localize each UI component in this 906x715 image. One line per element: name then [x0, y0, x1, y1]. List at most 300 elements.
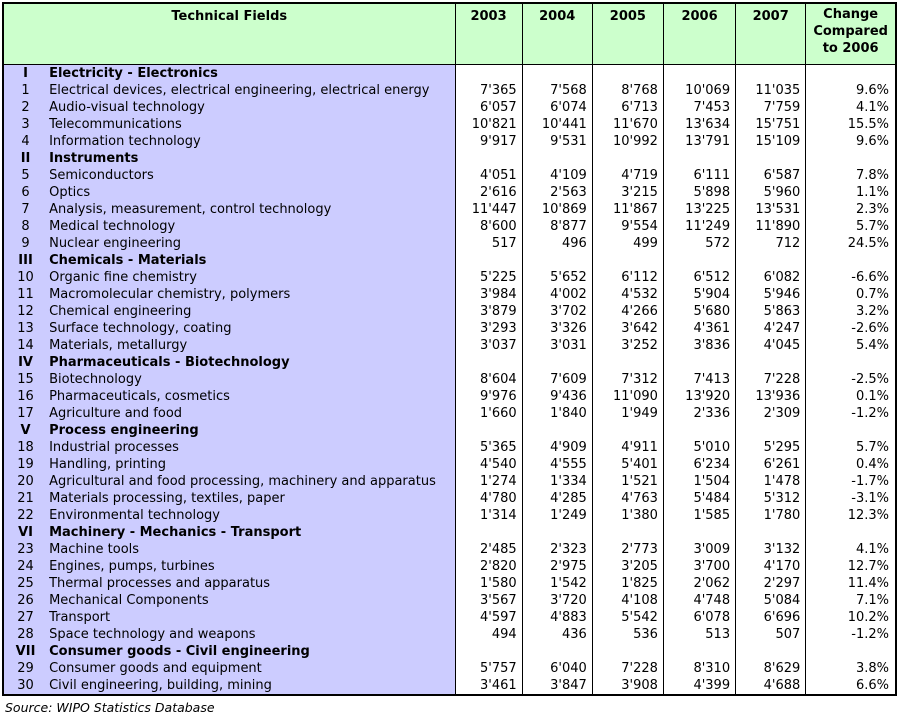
value-2006 — [663, 643, 735, 660]
row-number: 27 — [3, 609, 47, 626]
value-2004: 7'609 — [522, 371, 592, 388]
value-2006 — [663, 150, 735, 167]
source-note: Source: WIPO Statistics Database — [5, 700, 215, 715]
value-2007: 8'629 — [736, 660, 806, 677]
value-2007 — [736, 524, 806, 541]
field-label: Macromolecular chemistry, polymers — [47, 286, 455, 303]
value-2006: 5'904 — [663, 286, 735, 303]
value-2003: 7'365 — [455, 82, 522, 99]
value-2006: 5'484 — [663, 490, 735, 507]
value-2003: 5'365 — [455, 439, 522, 456]
value-2007: 5'295 — [736, 439, 806, 456]
table-row — [3, 541, 896, 558]
category-label: Chemicals - Materials — [47, 252, 455, 269]
value-2005: 11'090 — [592, 388, 663, 405]
value-2007: 7'228 — [736, 371, 806, 388]
value-2005 — [592, 524, 663, 541]
row-number: 12 — [3, 303, 47, 320]
value-2007: 1'478 — [736, 473, 806, 490]
value-2003 — [455, 65, 522, 83]
value-2007 — [736, 150, 806, 167]
table-row — [3, 677, 896, 695]
table-row — [3, 133, 896, 150]
category-numeral: II — [3, 150, 47, 167]
value-2006 — [663, 252, 735, 269]
field-label: Engines, pumps, turbines — [47, 558, 455, 575]
table-row — [3, 286, 896, 303]
value-2005: 7'228 — [592, 660, 663, 677]
table-row — [3, 439, 896, 456]
change-value: 15.5% — [806, 116, 896, 133]
value-2003: 3'984 — [455, 286, 522, 303]
value-2007 — [736, 422, 806, 439]
value-2004 — [522, 252, 592, 269]
value-2004 — [522, 354, 592, 371]
table-row — [3, 609, 896, 626]
change-value: 7.1% — [806, 592, 896, 609]
change-value: -2.5% — [806, 371, 896, 388]
change-value: 5.4% — [806, 337, 896, 354]
table-row — [3, 116, 896, 133]
value-2005: 6'713 — [592, 99, 663, 116]
value-2003: 4'051 — [455, 167, 522, 184]
row-number: 20 — [3, 473, 47, 490]
table-row — [3, 456, 896, 473]
value-2004: 1'249 — [522, 507, 592, 524]
row-number: 8 — [3, 218, 47, 235]
category-row — [3, 524, 896, 541]
table-row — [3, 371, 896, 388]
value-2005: 4'532 — [592, 286, 663, 303]
value-2003: 494 — [455, 626, 522, 643]
change-value: -6.6% — [806, 269, 896, 286]
value-2007 — [736, 252, 806, 269]
category-numeral: III — [3, 252, 47, 269]
change-value: 0.1% — [806, 388, 896, 405]
row-number: 24 — [3, 558, 47, 575]
value-2004: 4'909 — [522, 439, 592, 456]
field-label: Mechanical Components — [47, 592, 455, 609]
value-2007: 5'312 — [736, 490, 806, 507]
value-2004 — [522, 524, 592, 541]
value-2003: 1'660 — [455, 405, 522, 422]
value-2003: 9'976 — [455, 388, 522, 405]
value-2006: 13'225 — [663, 201, 735, 218]
row-number: 29 — [3, 660, 47, 677]
col-header-2007: 2007 — [736, 3, 806, 65]
table-row — [3, 218, 896, 235]
row-number: 5 — [3, 167, 47, 184]
value-2007: 1'780 — [736, 507, 806, 524]
value-2006: 8'310 — [663, 660, 735, 677]
field-label: Nuclear engineering — [47, 235, 455, 252]
value-2004: 5'652 — [522, 269, 592, 286]
value-2007 — [736, 65, 806, 83]
value-2007: 5'084 — [736, 592, 806, 609]
table-row — [3, 490, 896, 507]
value-2007: 507 — [736, 626, 806, 643]
table-row — [3, 592, 896, 609]
value-2004 — [522, 422, 592, 439]
value-2005: 8'768 — [592, 82, 663, 99]
value-2005: 4'763 — [592, 490, 663, 507]
value-2003: 11'447 — [455, 201, 522, 218]
value-2006: 2'062 — [663, 575, 735, 592]
value-2007: 5'863 — [736, 303, 806, 320]
value-2003: 5'757 — [455, 660, 522, 677]
value-2003: 1'274 — [455, 473, 522, 490]
row-number: 3 — [3, 116, 47, 133]
field-label: Chemical engineering — [47, 303, 455, 320]
col-header-technical-fields: Technical Fields — [3, 3, 455, 65]
value-2004 — [522, 150, 592, 167]
change-value: 0.7% — [806, 286, 896, 303]
value-2005: 11'670 — [592, 116, 663, 133]
value-2005: 3'908 — [592, 677, 663, 695]
value-2003 — [455, 524, 522, 541]
value-2005: 1'380 — [592, 507, 663, 524]
field-label: Handling, printing — [47, 456, 455, 473]
change-value — [806, 524, 896, 541]
value-2005 — [592, 65, 663, 83]
value-2004: 4'002 — [522, 286, 592, 303]
value-2006 — [663, 524, 735, 541]
value-2004: 4'109 — [522, 167, 592, 184]
value-2005: 3'215 — [592, 184, 663, 201]
value-2004: 9'436 — [522, 388, 592, 405]
value-2003 — [455, 252, 522, 269]
field-label: Agriculture and food — [47, 405, 455, 422]
value-2003 — [455, 422, 522, 439]
value-2005 — [592, 252, 663, 269]
value-2004: 2'323 — [522, 541, 592, 558]
field-label: Materials, metallurgy — [47, 337, 455, 354]
field-label: Semiconductors — [47, 167, 455, 184]
category-numeral: V — [3, 422, 47, 439]
table-row — [3, 269, 896, 286]
row-number: 4 — [3, 133, 47, 150]
table-row — [3, 660, 896, 677]
value-2005: 4'911 — [592, 439, 663, 456]
row-number: 13 — [3, 320, 47, 337]
value-2005: 7'312 — [592, 371, 663, 388]
value-2004: 436 — [522, 626, 592, 643]
value-2007: 4'688 — [736, 677, 806, 695]
field-label: Optics — [47, 184, 455, 201]
change-value: 4.1% — [806, 541, 896, 558]
table-body — [3, 65, 896, 696]
value-2006: 7'453 — [663, 99, 735, 116]
change-value: -2.6% — [806, 320, 896, 337]
value-2003: 3'879 — [455, 303, 522, 320]
value-2005 — [592, 643, 663, 660]
field-label: Machine tools — [47, 541, 455, 558]
value-2005 — [592, 422, 663, 439]
value-2003: 8'600 — [455, 218, 522, 235]
col-header-2006: 2006 — [663, 3, 735, 65]
col-header-2003: 2003 — [455, 3, 522, 65]
change-value — [806, 252, 896, 269]
value-2007: 13'936 — [736, 388, 806, 405]
value-2007: 4'045 — [736, 337, 806, 354]
change-value: 12.7% — [806, 558, 896, 575]
value-2005: 5'401 — [592, 456, 663, 473]
category-label: Pharmaceuticals - Biotechnology — [47, 354, 455, 371]
value-2003: 3'567 — [455, 592, 522, 609]
table-row — [3, 337, 896, 354]
value-2005: 1'949 — [592, 405, 663, 422]
value-2007: 11'035 — [736, 82, 806, 99]
header-row — [3, 3, 896, 65]
value-2004: 3'702 — [522, 303, 592, 320]
field-label: Consumer goods and equipment — [47, 660, 455, 677]
value-2005: 3'252 — [592, 337, 663, 354]
field-label: Electrical devices, electrical engineering, electrical energy — [47, 82, 455, 99]
row-number: 25 — [3, 575, 47, 592]
value-2003: 1'580 — [455, 575, 522, 592]
value-2005: 1'825 — [592, 575, 663, 592]
value-2005: 11'867 — [592, 201, 663, 218]
value-2006: 5'898 — [663, 184, 735, 201]
table-row — [3, 558, 896, 575]
value-2003: 5'225 — [455, 269, 522, 286]
field-label: Materials processing, textiles, paper — [47, 490, 455, 507]
value-2006: 10'069 — [663, 82, 735, 99]
value-2007: 712 — [736, 235, 806, 252]
row-number: 23 — [3, 541, 47, 558]
value-2005: 4'108 — [592, 592, 663, 609]
value-2003: 10'821 — [455, 116, 522, 133]
field-label: Information technology — [47, 133, 455, 150]
value-2004: 10'441 — [522, 116, 592, 133]
table-row — [3, 99, 896, 116]
value-2006 — [663, 354, 735, 371]
change-value: 12.3% — [806, 507, 896, 524]
field-label: Pharmaceuticals, cosmetics — [47, 388, 455, 405]
change-value: 9.6% — [806, 82, 896, 99]
field-label: Agricultural and food processing, machinery and apparatus — [47, 473, 455, 490]
change-value: 5.7% — [806, 218, 896, 235]
value-2007: 7'759 — [736, 99, 806, 116]
value-2006 — [663, 422, 735, 439]
value-2007: 6'587 — [736, 167, 806, 184]
field-label: Medical technology — [47, 218, 455, 235]
table-row — [3, 184, 896, 201]
table-row — [3, 507, 896, 524]
row-number: 2 — [3, 99, 47, 116]
value-2006: 4'748 — [663, 592, 735, 609]
table-row — [3, 626, 896, 643]
field-label: Thermal processes and apparatus — [47, 575, 455, 592]
value-2006: 6'078 — [663, 609, 735, 626]
value-2006: 11'249 — [663, 218, 735, 235]
technical-fields-table — [2, 2, 897, 696]
table-row — [3, 575, 896, 592]
field-label: Civil engineering, building, mining — [47, 677, 455, 695]
value-2004: 2'563 — [522, 184, 592, 201]
value-2005: 3'642 — [592, 320, 663, 337]
row-number: 19 — [3, 456, 47, 473]
change-value: -1.7% — [806, 473, 896, 490]
value-2006: 6'512 — [663, 269, 735, 286]
value-2003: 2'616 — [455, 184, 522, 201]
table-row — [3, 473, 896, 490]
change-value — [806, 354, 896, 371]
value-2004: 3'326 — [522, 320, 592, 337]
category-row — [3, 65, 896, 83]
table-row — [3, 303, 896, 320]
value-2003: 4'780 — [455, 490, 522, 507]
value-2005 — [592, 150, 663, 167]
value-2004: 6'040 — [522, 660, 592, 677]
table-row — [3, 201, 896, 218]
value-2004: 496 — [522, 235, 592, 252]
row-number: 7 — [3, 201, 47, 218]
row-number: 15 — [3, 371, 47, 388]
value-2006: 5'680 — [663, 303, 735, 320]
value-2004: 3'720 — [522, 592, 592, 609]
value-2006: 572 — [663, 235, 735, 252]
row-number: 11 — [3, 286, 47, 303]
col-header-2005: 2005 — [592, 3, 663, 65]
value-2005: 499 — [592, 235, 663, 252]
value-2003: 1'314 — [455, 507, 522, 524]
value-2003 — [455, 354, 522, 371]
change-value — [806, 150, 896, 167]
value-2005: 9'554 — [592, 218, 663, 235]
value-2007: 15'109 — [736, 133, 806, 150]
field-label: Analysis, measurement, control technology — [47, 201, 455, 218]
value-2004: 6'074 — [522, 99, 592, 116]
change-value: 11.4% — [806, 575, 896, 592]
change-value: 1.1% — [806, 184, 896, 201]
category-label: Instruments — [47, 150, 455, 167]
value-2004: 1'334 — [522, 473, 592, 490]
value-2006: 1'504 — [663, 473, 735, 490]
value-2003: 8'604 — [455, 371, 522, 388]
field-label: Transport — [47, 609, 455, 626]
category-numeral: IV — [3, 354, 47, 371]
value-2007 — [736, 354, 806, 371]
value-2007: 4'247 — [736, 320, 806, 337]
value-2004: 2'975 — [522, 558, 592, 575]
value-2003: 3'037 — [455, 337, 522, 354]
value-2004: 1'542 — [522, 575, 592, 592]
value-2003: 2'820 — [455, 558, 522, 575]
value-2007: 2'309 — [736, 405, 806, 422]
value-2006: 3'700 — [663, 558, 735, 575]
value-2004: 3'847 — [522, 677, 592, 695]
category-numeral: VII — [3, 643, 47, 660]
change-value — [806, 643, 896, 660]
change-value: 3.2% — [806, 303, 896, 320]
value-2007 — [736, 643, 806, 660]
col-header-2004: 2004 — [522, 3, 592, 65]
value-2004: 4'285 — [522, 490, 592, 507]
value-2006: 4'361 — [663, 320, 735, 337]
value-2006: 13'920 — [663, 388, 735, 405]
value-2003: 4'597 — [455, 609, 522, 626]
value-2007: 6'082 — [736, 269, 806, 286]
change-value: -3.1% — [806, 490, 896, 507]
change-value: 5.7% — [806, 439, 896, 456]
value-2003: 517 — [455, 235, 522, 252]
value-2004: 4'555 — [522, 456, 592, 473]
change-value: 2.3% — [806, 201, 896, 218]
value-2006: 6'111 — [663, 167, 735, 184]
row-number: 26 — [3, 592, 47, 609]
value-2005: 4'719 — [592, 167, 663, 184]
value-2003: 2'485 — [455, 541, 522, 558]
value-2004: 10'869 — [522, 201, 592, 218]
value-2006: 3'836 — [663, 337, 735, 354]
value-2004 — [522, 643, 592, 660]
value-2005: 6'112 — [592, 269, 663, 286]
value-2007: 15'751 — [736, 116, 806, 133]
col-header-change-compared-to-2006: Change Compared to 2006 — [806, 3, 896, 65]
value-2006: 513 — [663, 626, 735, 643]
category-row — [3, 422, 896, 439]
row-number: 16 — [3, 388, 47, 405]
value-2006: 7'413 — [663, 371, 735, 388]
row-number: 28 — [3, 626, 47, 643]
value-2005: 1'521 — [592, 473, 663, 490]
table-row — [3, 405, 896, 422]
category-row — [3, 643, 896, 660]
value-2003: 4'540 — [455, 456, 522, 473]
row-number: 14 — [3, 337, 47, 354]
row-number: 1 — [3, 82, 47, 99]
value-2003: 3'461 — [455, 677, 522, 695]
category-row — [3, 252, 896, 269]
change-value — [806, 422, 896, 439]
change-value: 0.4% — [806, 456, 896, 473]
table-row — [3, 167, 896, 184]
value-2007: 2'297 — [736, 575, 806, 592]
value-2003: 6'057 — [455, 99, 522, 116]
value-2004: 7'568 — [522, 82, 592, 99]
change-value: 24.5% — [806, 235, 896, 252]
category-numeral: I — [3, 65, 47, 83]
value-2006: 6'234 — [663, 456, 735, 473]
value-2007: 13'531 — [736, 201, 806, 218]
row-number: 30 — [3, 677, 47, 695]
field-label: Biotechnology — [47, 371, 455, 388]
value-2003: 9'917 — [455, 133, 522, 150]
value-2004: 1'840 — [522, 405, 592, 422]
value-2003 — [455, 643, 522, 660]
change-value: 4.1% — [806, 99, 896, 116]
value-2006 — [663, 65, 735, 83]
value-2006: 13'634 — [663, 116, 735, 133]
category-row — [3, 354, 896, 371]
field-label: Telecommunications — [47, 116, 455, 133]
value-2005 — [592, 354, 663, 371]
row-number: 21 — [3, 490, 47, 507]
value-2007: 6'696 — [736, 609, 806, 626]
change-value: 6.6% — [806, 677, 896, 695]
change-value — [806, 65, 896, 83]
row-number: 9 — [3, 235, 47, 252]
value-2007: 11'890 — [736, 218, 806, 235]
change-value: -1.2% — [806, 405, 896, 422]
category-label: Process engineering — [47, 422, 455, 439]
value-2005: 4'266 — [592, 303, 663, 320]
value-2004: 3'031 — [522, 337, 592, 354]
field-label: Environmental technology — [47, 507, 455, 524]
field-label: Organic fine chemistry — [47, 269, 455, 286]
row-number: 10 — [3, 269, 47, 286]
